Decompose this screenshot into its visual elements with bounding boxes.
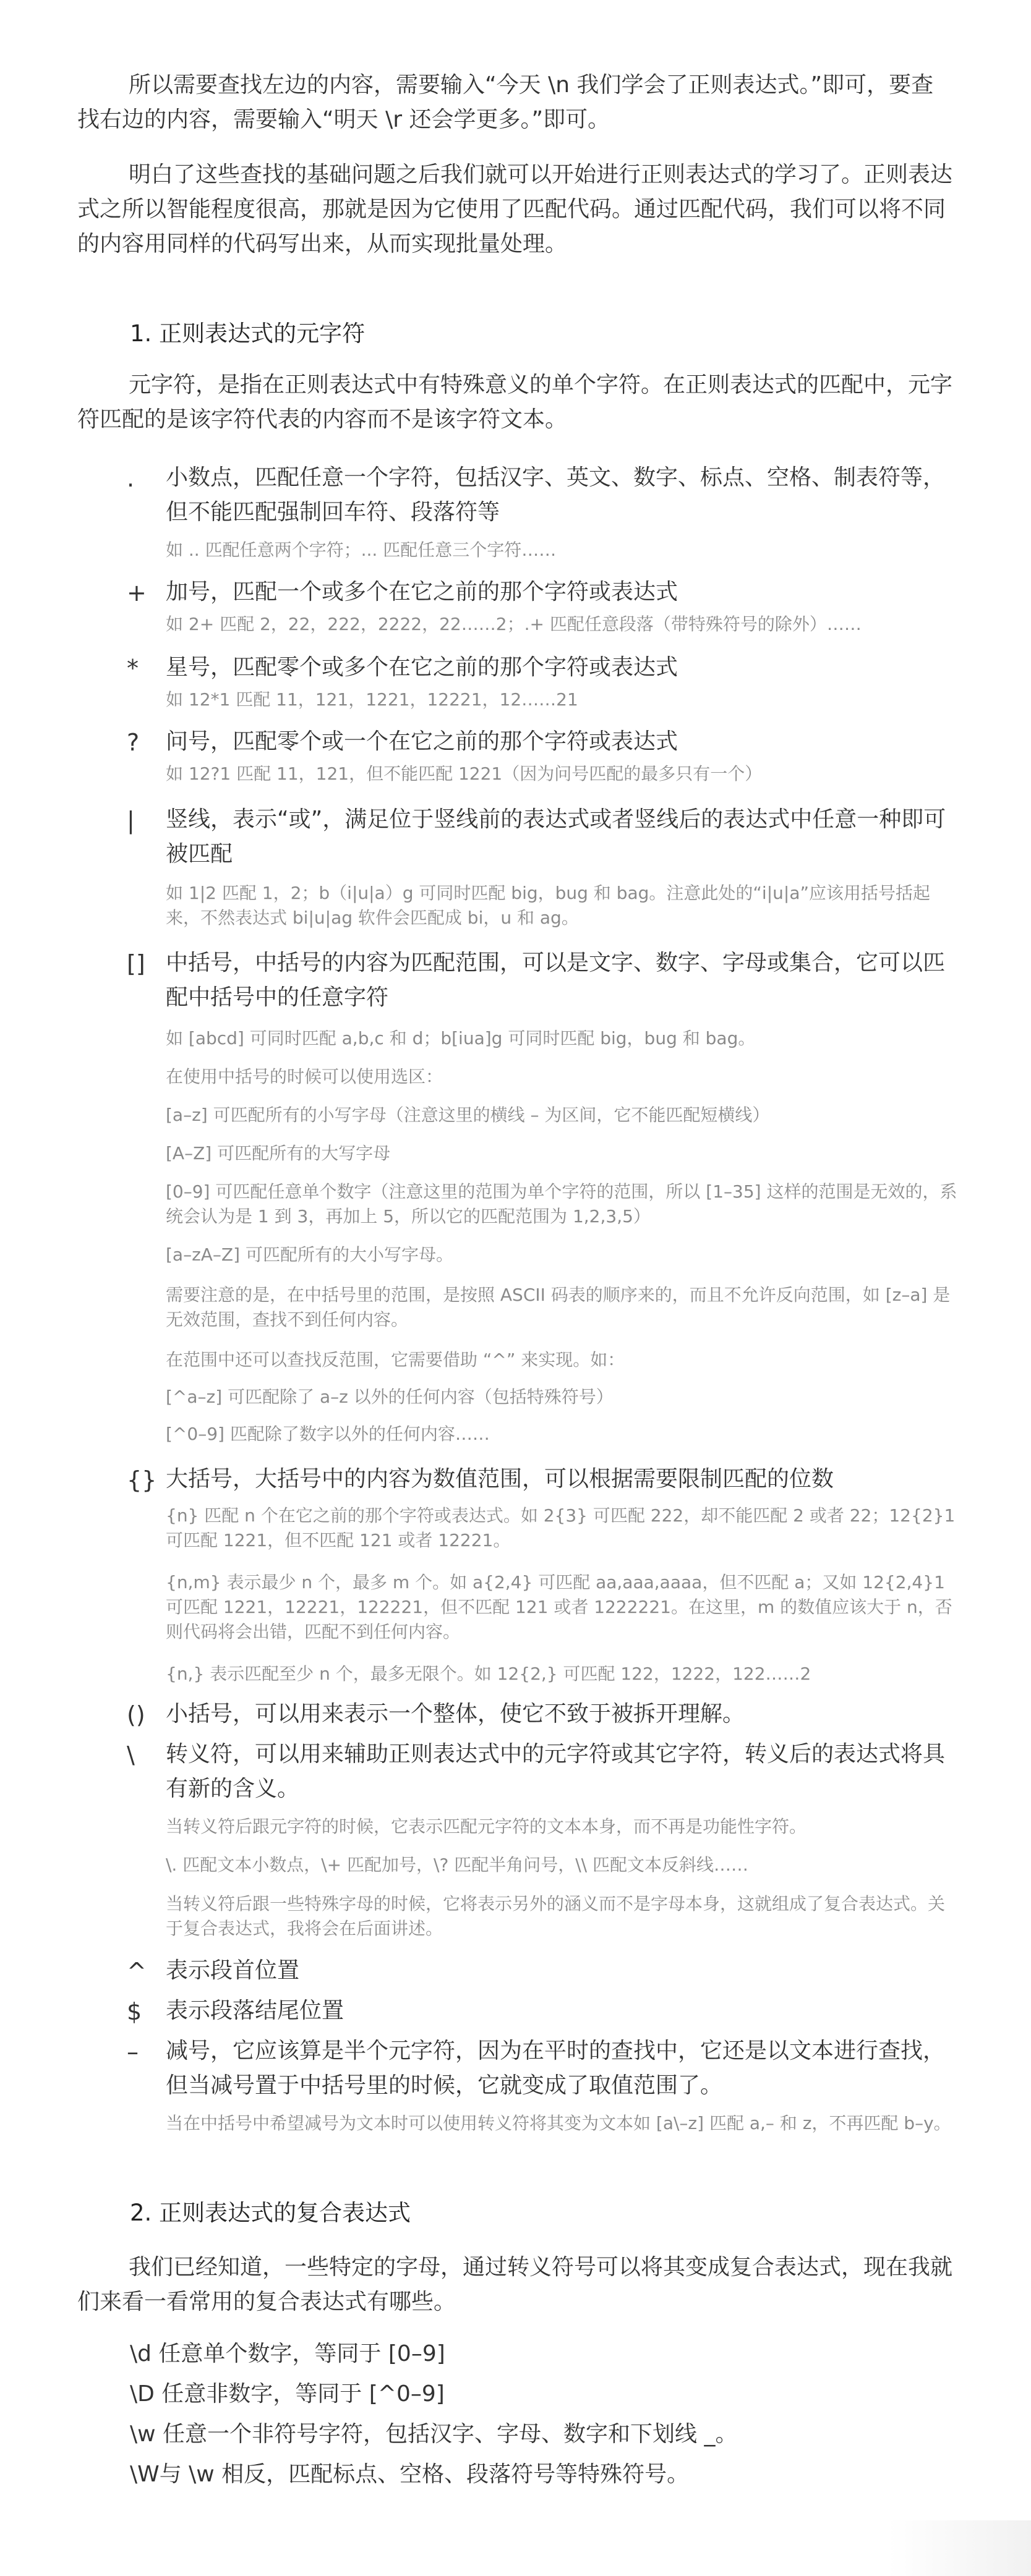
compound-expression-line: \W与 \w 相反，匹配标点、空格、段落符号等特殊符号。 bbox=[130, 2462, 690, 2487]
metachar-note: {n,m} 表示最少 n 个，最多 m 个。如 a{2,4} 可匹配 aa,aaa,aaaa，但不匹配 a；又如 12{2,4}1 可匹配 1221，12221，122221，但不匹配 121 或者 1222221。在这里，m 的数值应该大于 n，否则代码将会出错，匹配不到任何内容。 bbox=[166, 1572, 952, 1642]
metachar-symbol: + bbox=[127, 579, 147, 606]
metachar-note: 如 [abcd] 可同时匹配 a,b,c 和 d；b[iua]g 可同时匹配 big，bug 和 bag。 bbox=[166, 1028, 756, 1048]
metachar-note: 如 12?1 匹配 11，121，但不能匹配 1221（因为问号匹配的最多只有一个） bbox=[166, 763, 763, 784]
compound-expression-line: \d 任意单个数字，等同于 [0–9] bbox=[130, 2341, 445, 2366]
metachar-note: 当转义符后跟元字符的时候，它表示匹配元字符的文本本身，而不再是功能性字符。 bbox=[166, 1816, 807, 1837]
metachar-description: 小括号，可以用来表示一个整体，使它不致于被拆开理解。 bbox=[166, 1701, 745, 1727]
metachar-symbol: \ bbox=[127, 1741, 135, 1769]
section-2-heading: 2. 正则表达式的复合表达式 bbox=[130, 2200, 411, 2226]
metachar-symbol: [] bbox=[127, 950, 145, 977]
intro-paragraph-2: 明白了这些查找的基础问题之后我们就可以开始进行正则表达式的学习了。正则表达式之所以智能程度很高，那就是因为它使用了匹配代码。通过匹配代码，我们可以将不同的内容用同样的代码写出来，从而实现批量处理。 bbox=[77, 162, 953, 257]
section-1-heading: 1. 正则表达式的元字符 bbox=[130, 320, 366, 347]
metachar-note: 如 12*1 匹配 11，121，1221，12221，12……21 bbox=[166, 689, 578, 710]
metachar-note: {n,} 表示匹配至少 n 个，最多无限个。如 12{2,} 可匹配 122，1222，122……2 bbox=[166, 1664, 811, 1684]
corner-shade bbox=[889, 2520, 1031, 2576]
metachar-note: 如 2+ 匹配 2，22，222，2222，22……2；.+ 匹配任意段落（带特殊符号的除外）…… bbox=[166, 614, 862, 634]
metachar-note: {n} 匹配 n 个在它之前的那个字符或表达式。如 2{3} 可匹配 222，却不能匹配 2 或者 22；12{2}1 可匹配 1221，但不匹配 121 或者 12221。 bbox=[166, 1505, 956, 1550]
metachar-symbol: $ bbox=[127, 1998, 142, 2025]
section-2-intro: 我们已经知道，一些特定的字母，通过转义符号可以将其变成复合表达式，现在我就们来看一看常用的复合表达式有哪些。 bbox=[77, 2255, 953, 2315]
metachar-description: 加号，匹配一个或多个在它之前的那个字符或表达式 bbox=[166, 579, 678, 605]
metachar-symbol: () bbox=[127, 1701, 145, 1728]
metachar-symbol: | bbox=[127, 807, 135, 834]
metachar-symbol: ^ bbox=[127, 1958, 147, 1985]
section-1-intro: 元字符，是指在正则表达式中有特殊意义的单个字符。在正则表达式的匹配中，元字符匹配的是该字符代表的内容而不是该字符文本。 bbox=[77, 372, 953, 432]
metachar-note: 如 .. 匹配任意两个字符；... 匹配任意三个字符…… bbox=[166, 540, 557, 560]
metachar-note: 需要注意的是，在中括号里的范围，是按照 ASCII 码表的顺序来的，而且不允许反向范围，如 [z–a] 是无效范围，查找不到任何内容。 bbox=[166, 1285, 951, 1330]
metachar-description: 小数点，匹配任意一个字符，包括汉字、英文、数字、标点、空格、制表符等，但不能匹配强制回车符、段落符等 bbox=[166, 465, 946, 525]
metachar-description: 表示段落结尾位置 bbox=[166, 1998, 344, 2023]
metachar-description: 星号，匹配零个或多个在它之前的那个字符或表达式 bbox=[166, 655, 678, 680]
metachar-description: 问号，匹配零个或一个在它之前的那个字符或表达式 bbox=[166, 729, 678, 754]
metachar-note: 当在中括号中希望减号为文本时可以使用转义符将其变为文本如 [a\–z] 匹配 a,– 和 z，不再匹配 b–y。 bbox=[166, 2113, 951, 2133]
metachar-note: 在使用中括号的时候可以使用选区： bbox=[166, 1066, 443, 1087]
metachar-note: [A–Z] 可匹配所有的大写字母 bbox=[166, 1143, 391, 1163]
compound-expression-line: \D 任意非数字，等同于 [^0–9] bbox=[130, 2381, 445, 2407]
metachar-symbol: ? bbox=[127, 729, 140, 756]
metachar-symbol: {} bbox=[127, 1466, 157, 1494]
metachar-note: 在范围中还可以查找反范围，它需要借助 “^” 来实现。如： bbox=[166, 1350, 625, 1370]
metachar-note: [a–zA–Z] 可匹配所有的大小写字母。 bbox=[166, 1244, 453, 1265]
metachar-symbol: . bbox=[127, 465, 135, 492]
metachar-description: 表示段首位置 bbox=[166, 1958, 300, 1983]
intro-paragraph-1: 所以需要查找左边的内容，需要输入“今天 \n 我们学会了正则表达式。”即可，要查找右边的内容，需要输入“明天 \r 还会学更多。”即可。 bbox=[77, 72, 934, 132]
metachar-note: [a–z] 可匹配所有的小写字母（注意这里的横线 – 为区间，它不能匹配短横线） bbox=[166, 1105, 770, 1125]
metachar-note: 当转义符后跟一些特殊字母的时候，它将表示另外的涵义而不是字母本身，这就组成了复合表达式。关于复合表达式，我将会在后面讲述。 bbox=[166, 1894, 946, 1939]
metachar-description: 转义符，可以用来辅助正则表达式中的元字符或其它字符，转义后的表达式将具有新的含义。 bbox=[166, 1741, 946, 1801]
metachar-note: [^0–9] 匹配除了数字以外的任何内容…… bbox=[166, 1424, 490, 1444]
metachar-description: 大括号，大括号中的内容为数值范围，可以根据需要限制匹配的位数 bbox=[166, 1466, 834, 1492]
metachar-note: [0–9] 可匹配任意单个数字（注意这里的范围为单个字符的范围，所以 [1–35] 这样的范围是无效的，系统会认为是 1 到 3，再加上 5，所以它的匹配范围为 1,2,3,5） bbox=[166, 1181, 957, 1226]
metachar-note: 如 1|2 匹配 1，2；b（i|u|a）g 可同时匹配 big，bug 和 bag。注意此处的“i|u|a”应该用括号括起来，不然表达式 bi|u|ag 软件会匹配成 bi，u 和 ag。 bbox=[166, 883, 930, 928]
compound-expression-line: \w 任意一个非符号字符，包括汉字、字母、数字和下划线 _。 bbox=[130, 2421, 738, 2447]
metachar-note: \. 匹配文本小数点，\+ 匹配加号，\? 匹配半角问号，\\ 匹配文本反斜线…… bbox=[166, 1855, 748, 1875]
metachar-description: 中括号，中括号的内容为匹配范围，可以是文字、数字、字母或集合，它可以匹配中括号中的任意字符 bbox=[166, 950, 946, 1010]
metachar-symbol: * bbox=[127, 655, 139, 682]
metachar-symbol: – bbox=[127, 2038, 139, 2065]
metachar-description: 竖线，表示“或”，满足位于竖线前的表达式或者竖线后的表达式中任意一种即可被匹配 bbox=[166, 807, 946, 867]
metachar-note: [^a–z] 可匹配除了 a–z 以外的任何内容（包括特殊符号） bbox=[166, 1387, 614, 1407]
metachar-description: 减号，它应该算是半个元字符，因为在平时的查找中，它还是以文本进行查找，但当减号置于中括号里的时候，它就变成了取值范围了。 bbox=[166, 2038, 946, 2098]
